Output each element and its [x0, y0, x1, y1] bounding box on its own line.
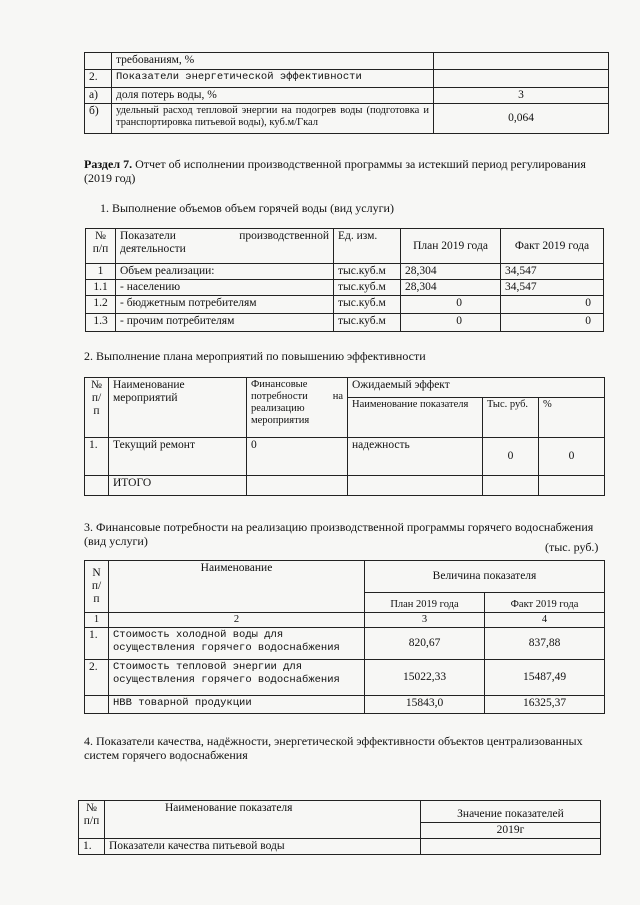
header-num: № п/п	[86, 229, 116, 264]
row-fact: 34,547	[501, 264, 604, 280]
row-num: 1.	[85, 438, 109, 476]
row-value	[434, 70, 609, 88]
row-num: а)	[85, 88, 112, 104]
row-value: 3	[434, 88, 609, 104]
row-name: Показатели качества питьевой воды	[105, 839, 421, 855]
row-num: 2.	[85, 70, 112, 88]
header-fin-b: потребности	[251, 391, 308, 402]
row-fact: 0	[501, 314, 604, 332]
row-plan: 28,304	[401, 280, 501, 296]
table-row	[86, 280, 604, 296]
header-unit: Ед. изм.	[334, 229, 401, 264]
row-value: 0,064	[434, 104, 609, 134]
table-row	[85, 88, 609, 104]
row-num: 1	[86, 264, 116, 280]
row-unit: тыс.куб.м	[334, 280, 401, 296]
table-col-numbers	[85, 613, 605, 628]
row-name: - населению	[116, 280, 334, 296]
total-num	[85, 476, 109, 496]
header-indicator: Наименование показателя	[348, 398, 483, 438]
header-name: Наименование показателя	[105, 801, 421, 839]
s3-unit-note: (тыс. руб.)	[545, 540, 599, 554]
row-num: 1.	[85, 628, 109, 660]
row-indicator: надежность	[348, 438, 483, 476]
table-row	[85, 53, 609, 70]
header-fin-na: на	[332, 391, 343, 402]
row-fin: 0	[247, 438, 348, 476]
header-rub: Тыс. руб.	[483, 398, 539, 438]
row-pct: 0	[539, 438, 605, 476]
header-name-c: деятельности	[120, 243, 186, 255]
row-fact: 16325,37	[485, 696, 605, 714]
row-num	[85, 53, 112, 70]
row-name: Текущий ремонт	[109, 438, 247, 476]
table-row	[86, 264, 604, 280]
row-rub: 0	[483, 438, 539, 476]
s1-heading: 1. Выполнение объемов объем горячей воды (вид услуги)	[100, 201, 394, 215]
total-indicator	[348, 476, 483, 496]
row-plan: 28,304	[401, 264, 501, 280]
row-fact: 15487,49	[485, 660, 605, 696]
col-number: 2	[109, 613, 365, 628]
row-fact: 0	[501, 296, 604, 314]
row-name: требованиям, %	[112, 53, 434, 70]
header-effect: Ожидаемый эффект	[348, 378, 605, 398]
row-unit: тыс.куб.м	[334, 296, 401, 314]
table-row	[85, 104, 609, 134]
row-fact: 34,547	[501, 280, 604, 296]
total-rub	[483, 476, 539, 496]
header-num: N п/п	[85, 561, 109, 613]
table-row	[86, 296, 604, 314]
header-year: 2019г	[421, 823, 601, 839]
table-row	[85, 696, 605, 714]
total-fin	[247, 476, 348, 496]
total-pct	[539, 476, 605, 496]
header-value: Значение показателей	[421, 801, 601, 823]
row-unit: тыс.куб.м	[334, 264, 401, 280]
row-fact: 837,88	[485, 628, 605, 660]
total-label: ИТОГО	[109, 476, 247, 496]
table-row	[85, 438, 605, 476]
row-name: НВВ товарной продукции	[109, 696, 365, 714]
header-num: № п/п	[79, 801, 105, 839]
table-header-row	[86, 229, 604, 264]
row-num: 1.2	[86, 296, 116, 314]
s3-heading: 3. Финансовые потребности на реализацию производственной программы горячего водоснабжения (вид услуги)	[84, 520, 594, 548]
header-fin-a: Финансовые	[251, 379, 308, 390]
header-num: № п/п	[85, 378, 109, 438]
section7-label: Раздел 7.	[84, 157, 133, 171]
row-unit: тыс.куб.м	[334, 314, 401, 332]
s4-heading: 4. Показатели качества, надёжности, энергетической эффективности объектов централизованных систем горячего водоснабжения	[84, 734, 583, 762]
table-row	[86, 314, 604, 332]
header-fin-c: реализацию	[251, 403, 305, 414]
row-name: - бюджетным потребителям	[116, 296, 334, 314]
table-row	[85, 70, 609, 88]
header-name	[116, 229, 334, 264]
row-plan: 15843,0	[365, 696, 485, 714]
row-name: Стоимость холодной воды для осуществления горячего водоснабжения	[109, 628, 365, 660]
header-name-b: производственной	[239, 230, 329, 242]
row-plan: 0	[401, 296, 501, 314]
finance-table	[84, 560, 605, 714]
col-number: 1	[85, 613, 109, 628]
row-value	[421, 839, 601, 855]
row-num: 1.3	[86, 314, 116, 332]
section7-text: Отчет об исполнении производственной программы за истекший период регулирования (2019 год)	[84, 157, 586, 185]
header-fact: Факт 2019 года	[485, 593, 605, 613]
row-name: Объем реализации:	[116, 264, 334, 280]
table-total-row	[85, 476, 605, 496]
quality-table	[78, 800, 601, 855]
table-row	[85, 660, 605, 696]
row-plan: 15022,33	[365, 660, 485, 696]
top-table	[84, 52, 609, 134]
row-name: - прочим потребителям	[116, 314, 334, 332]
row-num: 1.	[79, 839, 105, 855]
header-name-a: Показатели	[120, 230, 176, 242]
header-fin-d: мероприятия	[251, 415, 310, 426]
header-value: Величина показателя	[365, 561, 605, 593]
header-name: Наименование	[109, 561, 365, 613]
col-number: 3	[365, 613, 485, 628]
header-plan: План 2019 года	[365, 593, 485, 613]
table-header-row	[85, 378, 605, 398]
measures-table	[84, 377, 605, 496]
table-row	[85, 628, 605, 660]
row-num: 2.	[85, 660, 109, 696]
volume-table	[85, 228, 604, 332]
row-num: б)	[85, 104, 112, 134]
header-plan: План 2019 года	[401, 229, 501, 264]
section7-heading	[84, 157, 608, 185]
row-plan: 820,67	[365, 628, 485, 660]
table-header-row	[85, 561, 605, 593]
header-fact: Факт 2019 года	[501, 229, 604, 264]
row-name: доля потерь воды, %	[112, 88, 434, 104]
table-header-row	[79, 801, 601, 823]
row-plan: 0	[401, 314, 501, 332]
table-row	[79, 839, 601, 855]
header-name: Наименование мероприятий	[109, 378, 247, 438]
row-name: Стоимость тепловой энергии для осуществления горячего водоснабжения	[109, 660, 365, 696]
row-name: удельный расход тепловой энергии на подогрев воды (подготовка и транспортировка питьевой воды), куб.м/Гкал	[112, 104, 434, 134]
col-number: 4	[485, 613, 605, 628]
row-num	[85, 696, 109, 714]
s2-heading: 2. Выполнение плана мероприятий по повышению эффективности	[84, 349, 426, 363]
row-name: Показатели энергетической эффективности	[112, 70, 434, 88]
row-value	[434, 53, 609, 70]
header-fin	[247, 378, 348, 438]
row-num: 1.1	[86, 280, 116, 296]
header-pct: %	[539, 398, 605, 438]
